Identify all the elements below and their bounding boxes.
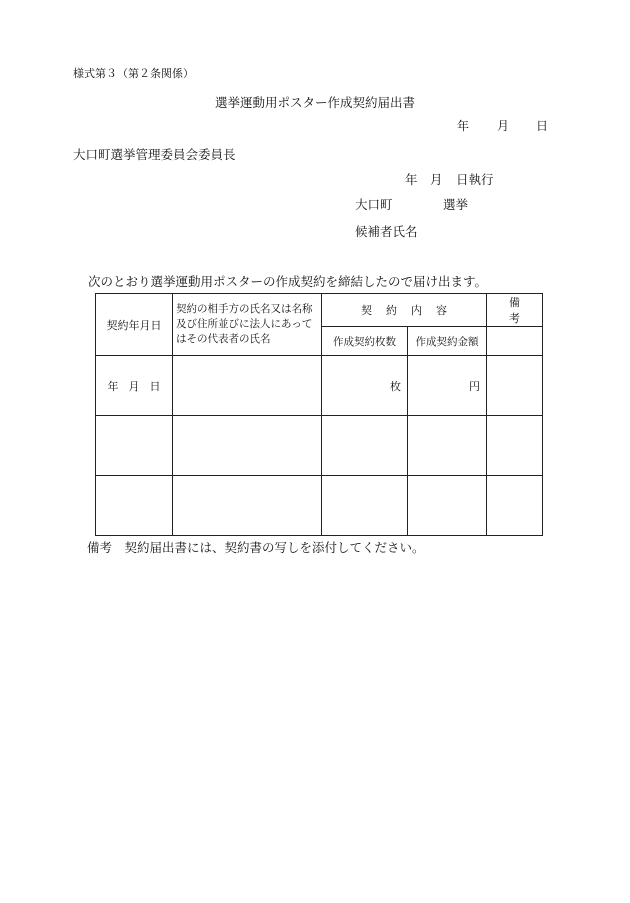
row-date-cell[interactable] [96, 416, 173, 476]
row-remarks-cell[interactable] [487, 416, 543, 476]
row-party-cell[interactable] [173, 476, 322, 536]
candidate-name-label: 候補者氏名 [355, 224, 418, 239]
election-town: 大口町 [355, 197, 393, 212]
row-remarks-cell[interactable] [487, 476, 543, 536]
remark-note: 備考 契約届出書には、契約書の写しを添付してください。 [87, 540, 425, 555]
statement: 次のとおり選挙運動用ポスターの作成契約を締結したので届け出ます。 [88, 274, 488, 289]
contract-table [95, 293, 543, 536]
header-poster-count: 作成契約枚数 [322, 327, 408, 356]
row-party-cell[interactable] [173, 356, 322, 416]
row-amount-cell[interactable] [408, 416, 487, 476]
exec-month-label: 月 [430, 172, 443, 187]
row-date-cell[interactable]: 年月日 [96, 356, 173, 416]
row-count-cell[interactable]: 枚 [322, 356, 408, 416]
header-contract-amount: 作成契約金額 [408, 327, 487, 356]
date-month-label: 月 [497, 119, 510, 133]
exec-year-label: 年 [405, 172, 418, 187]
election-word: 選挙 [443, 197, 469, 212]
row-date-cell[interactable] [96, 476, 173, 536]
header-contract-content: 契約内容 [322, 294, 487, 327]
row-count-cell[interactable] [322, 416, 408, 476]
document-title: 選挙運動用ポスター作成契約届出書 [214, 95, 415, 110]
date-day-label: 日 [536, 119, 549, 133]
row-remarks-cell[interactable] [487, 356, 543, 416]
row-amount-cell[interactable]: 円 [408, 356, 487, 416]
header-remarks: 備考 [487, 294, 543, 327]
table-row [96, 416, 543, 476]
form-number: 様式第３（第２条関係） [73, 67, 194, 80]
row-count-cell[interactable] [322, 476, 408, 536]
recipient: 大口町選挙管理委員会委員長 [73, 147, 236, 162]
table-row [96, 476, 543, 536]
header-contract-party: 契約の相手方の氏名又は名称及び住所並びに法人にあってはその代表者の氏名 [173, 294, 322, 356]
table-row [96, 356, 543, 416]
row-party-cell[interactable] [173, 416, 322, 476]
header-remarks-sub-cell [487, 327, 543, 356]
exec-day-label: 日執行 [456, 172, 494, 187]
date-year-label: 年 [457, 119, 470, 133]
row-amount-cell[interactable] [408, 476, 487, 536]
header-contract-date: 契約年月日 [96, 294, 173, 356]
